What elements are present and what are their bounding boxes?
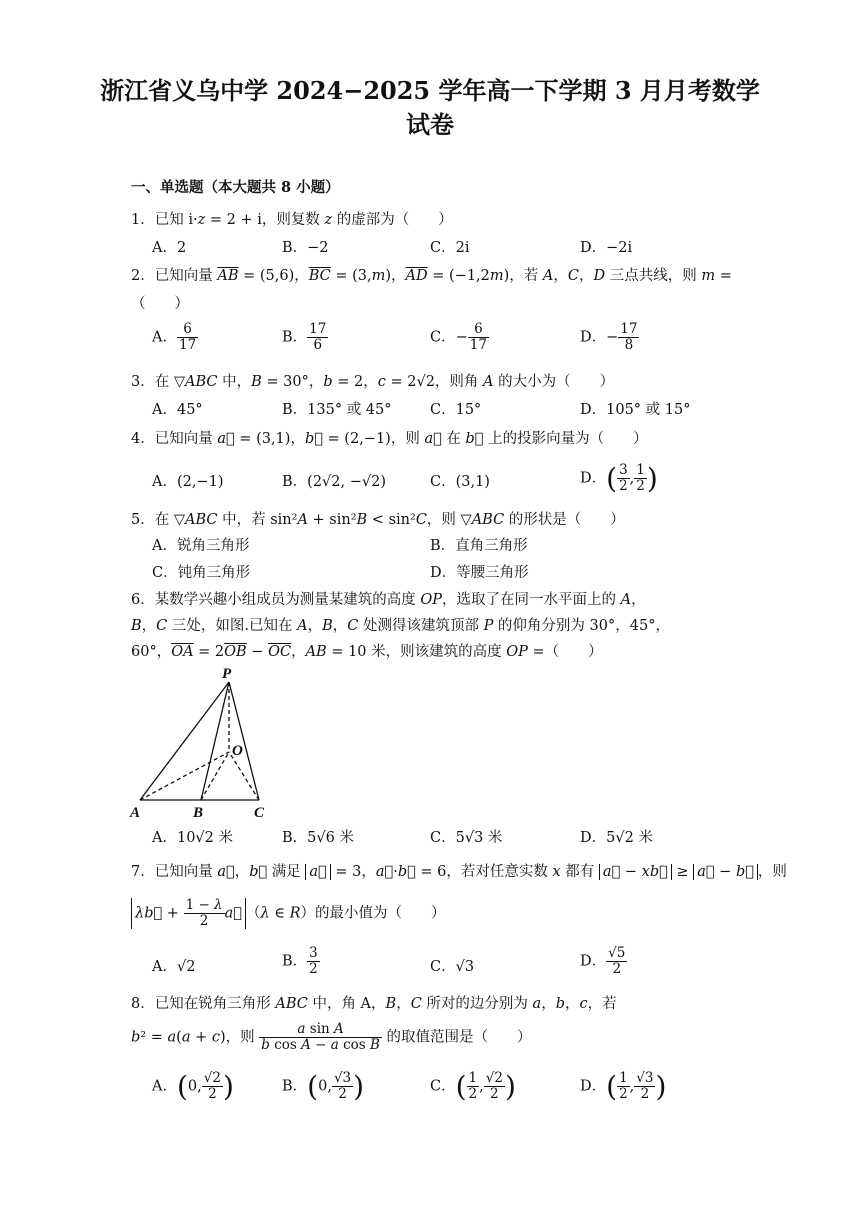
question-8-line2: b² = a(a + c)，则 $\frac{\text{a sin A}}{\text{b cos A − a cos B}}$ 的取值范围是（ ） [131, 1021, 532, 1053]
question-4: 4．已知向量 a⃗ = (3,1)，b⃗ = (2,−1)，则 a⃗ 在 b⃗ 上的投影向量为（ ） [131, 431, 648, 447]
q7-option-d: D． $\frac{√5}{2}$ [580, 945, 626, 977]
question-1: 1．已知 i·z = 2 + i，则复数 z 的虚部为（ ） [131, 212, 453, 228]
q3-option-b: B．135° 或 45° [282, 402, 392, 418]
figure-pyramid [125, 662, 275, 822]
q3-option-d: D．105° 或 15° [580, 402, 691, 418]
page-title: 浙江省义乌中学 2024−2025 学年高一下学期 3 月月考数学 [100, 76, 760, 105]
q4-option-c: C．(3,1) [430, 474, 490, 490]
q7-option-c: C．√3 [430, 959, 475, 975]
q1-option-d: D．−2i [580, 240, 633, 256]
page-title-continued: 试卷 [406, 110, 454, 139]
question-7-line2: λb⃗ + $\frac{1 - \lambda}{2}$ a⃗ （λ ∈ R）的最小值为（ ） [131, 898, 446, 929]
q7-option-b: B． $\frac{3}{2}$ [282, 945, 318, 977]
q8-option-b: B．(0, $\frac{√3}{2}$ ) [282, 1070, 365, 1103]
q5-option-b: B．直角三角形 [430, 538, 528, 554]
q1-option-a: A．2 [152, 240, 187, 256]
q5-option-a: A．锐角三角形 [152, 538, 250, 554]
q4-option-b: B．(2√2, −√2) [282, 474, 386, 490]
q8-option-d: D．( $\frac{1}{2}$ , $\frac{√3}{2}$ ) [580, 1070, 667, 1103]
q2-option-a: A． $\frac{6}{17}$ [152, 321, 197, 353]
q1-option-b: B．−2 [282, 240, 329, 256]
q1-option-c: C．2i [430, 240, 470, 256]
q5-option-d: D．等腰三角形 [430, 565, 529, 581]
q3-option-a: A．45° [152, 402, 203, 418]
question-6-line2: B，C 三处，如图.已知在 A，B，C 处测得该建筑顶部 P 的仰角分别为 30°，45°， [131, 618, 670, 634]
q2-option-d: D．− $\frac{17}{8}$ [580, 321, 638, 353]
q4-option-a: A．(2,−1) [152, 474, 224, 490]
q2-option-c: C．− $\frac{6}{17}$ [430, 321, 487, 353]
q4-option-d: D．( $\frac{3}{2}$ , $\frac{1}{2}$ ) [580, 462, 658, 495]
question-8: 8．已知在锐角三角形 ABC 中，角 A，B，C 所对的边分别为 a，b，c，若 [131, 996, 617, 1012]
fig-label-c: C [254, 805, 265, 821]
question-7: 7．已知向量 a⃗，b⃗ 满足 a⃗ = 3，a⃗·b⃗ = 6，若对任意实数 x 都有 a⃗ − xb⃗ ≥ a⃗ − b⃗ ，则 [131, 864, 787, 880]
q2-option-b: B． $\frac{17}{6}$ [282, 321, 327, 353]
q8-option-a: A．(0, $\frac{√2}{2}$ ) [152, 1070, 234, 1103]
section-heading: 一、单选题（本大题共 8 小题） [131, 179, 340, 196]
fig-label-b: B [193, 805, 204, 821]
fig-label-a: A [130, 805, 141, 821]
question-2-cont: （ ） [131, 296, 189, 312]
q6-option-a: A．10√2 米 [152, 830, 234, 846]
q6-option-c: C．5√3 米 [430, 830, 503, 846]
fig-label-o: O [232, 743, 243, 759]
q6-option-d: D．5√2 米 [580, 830, 653, 846]
q3-option-c: C．15° [430, 402, 482, 418]
question-2: 2．已知向量 $\overline{AB} = (5,6)$，$\overline{BC} = (3,m)$，$\overline{AD} = (-1,2m)$，若 A，C，D 三点共线，则 m = [131, 268, 732, 284]
question-5: 5．在 ▽ABC 中，若 sin²A + sin²B < sin²C，则 ▽ABC 的形状是（ ） [131, 512, 625, 528]
q7-option-a: A．√2 [152, 959, 196, 975]
q6-option-b: B．5√6 米 [282, 830, 354, 846]
question-6-line3: 60°，$\overline{OA} = 2\overline{OB} - \overline{OC}$，AB = 10 米，则该建筑的高度 OP =（ ） [131, 644, 603, 660]
question-6: 6．某数学兴趣小组成员为测量某建筑的高度 OP，选取了在同一水平面上的 A， [131, 592, 646, 608]
q8-option-c: C．( $\frac{1}{2}$ , $\frac{√2}{2}$ ) [430, 1070, 516, 1103]
q5-option-c: C．钝角三角形 [152, 565, 251, 581]
fig-label-p: P [222, 666, 232, 682]
question-3: 3．在 ▽ABC 中，B = 30°，b = 2，c = 2√2，则角 A 的大小为（ ） [131, 374, 615, 390]
